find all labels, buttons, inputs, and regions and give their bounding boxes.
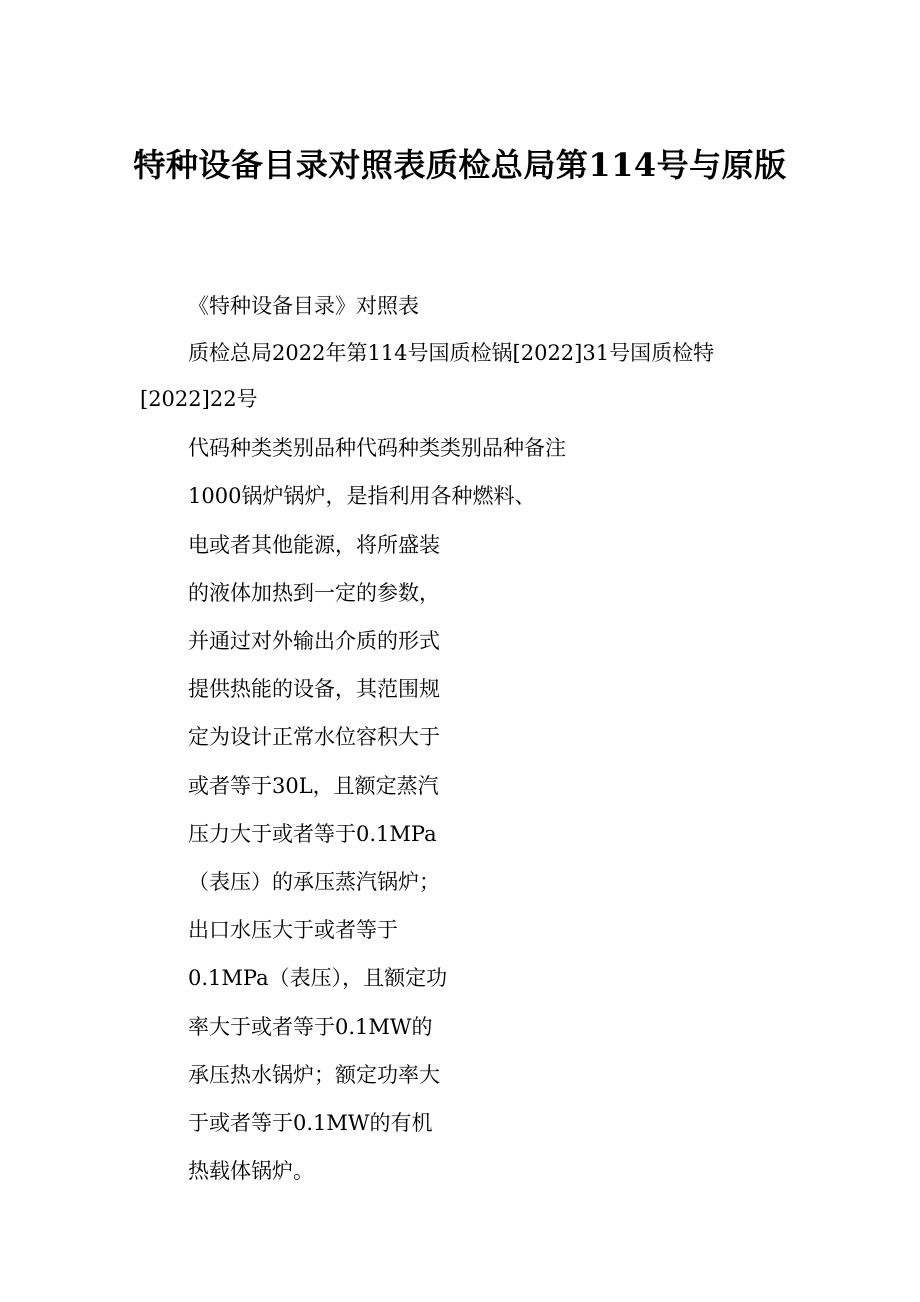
paragraph: 热载体锅炉。 (188, 1159, 314, 1184)
paragraph: 或者等于30L，且额定蒸汽 (188, 773, 439, 798)
paragraph: 代码种类类别品种代码种类类别品种备注 (188, 436, 566, 461)
paragraph: 承压热水锅炉；额定功率大 (188, 1062, 440, 1087)
paragraph: （表压）的承压蒸汽锅炉； (188, 870, 440, 895)
paragraph: 压力大于或者等于0.1MPa (188, 821, 437, 846)
paragraph: 电或者其他能源，将所盛装 (188, 532, 440, 557)
document-title: 特种设备目录对照表质检总局第114号与原版 (133, 146, 787, 184)
paragraph: 于或者等于0.1MW的有机 (188, 1111, 433, 1136)
paragraph: 0.1MPa（表压），且额定功 (188, 966, 448, 991)
paragraph: 出口水压大于或者等于 (188, 918, 398, 943)
paragraph: 1000锅炉锅炉，是指利用各种燃料、 (188, 484, 536, 509)
paragraph: 定为设计正常水位容积大于 (188, 725, 440, 750)
paragraph: 的液体加热到一定的参数， (188, 580, 440, 605)
paragraph: 质检总局2022年第114号国质检锅[2022]31号国质检特[2022]22号 (140, 341, 715, 412)
paragraph: 提供热能的设备，其范围规 (188, 677, 440, 702)
paragraph: 并通过对外输出介质的形式 (188, 629, 440, 654)
paragraph: 《特种设备目录》对照表 (188, 294, 419, 318)
document-body (140, 282, 790, 1195)
paragraph: 率大于或者等于0.1MW的 (188, 1014, 433, 1039)
